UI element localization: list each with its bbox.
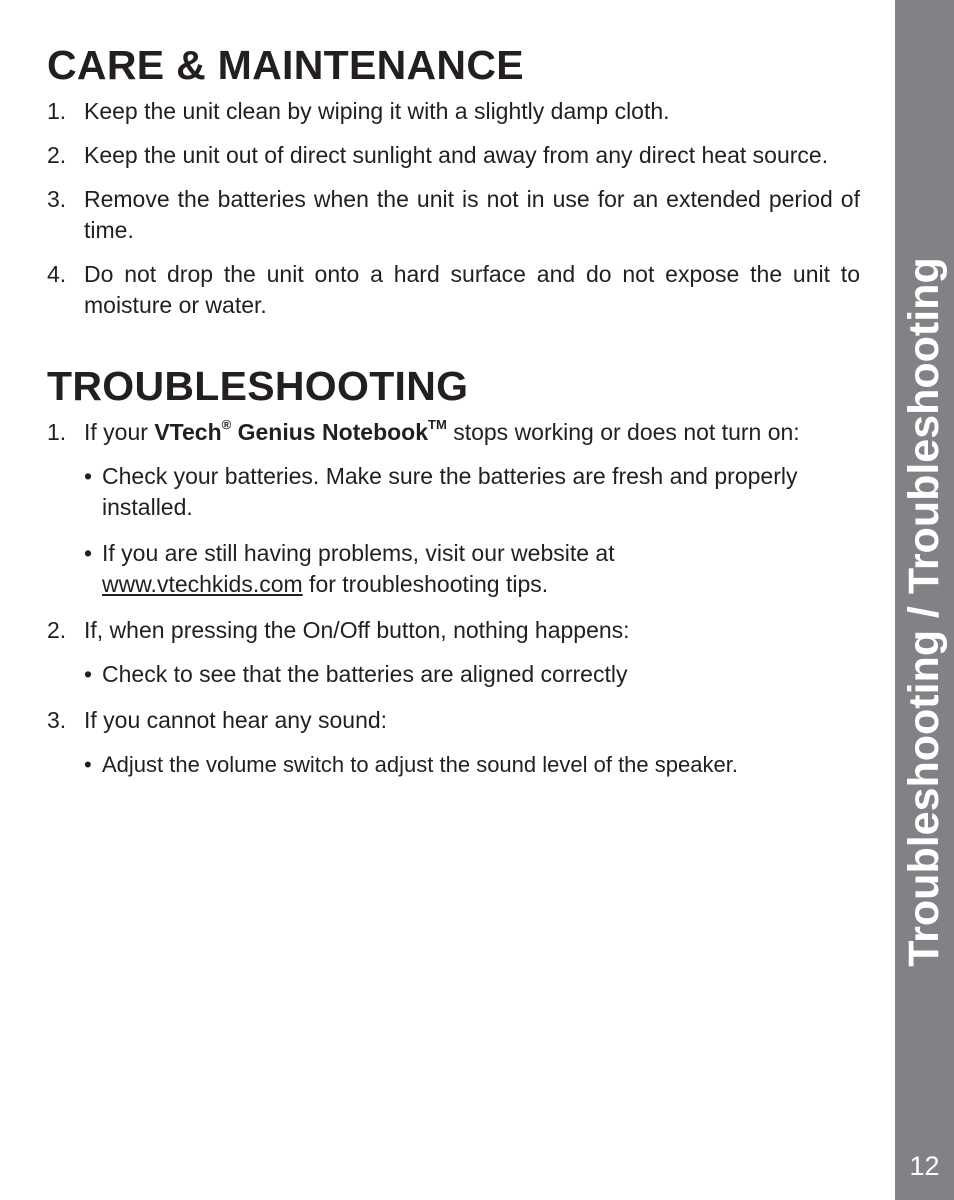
care-item-3 [47,184,860,246]
trademark-mark: TM [428,417,447,433]
bullet-dot: • [84,661,93,687]
trouble-item-1-pre: If your [84,419,155,445]
bullet-dot: • [84,752,92,777]
website-link[interactable]: www.vtechkids.com [102,571,303,597]
trouble-item-1-post: stops working or does not turn on: [446,419,800,445]
bullet-text-pre: If you are still having problems, visit our website at [102,540,615,566]
bullet-text: Adjust the volume switch to adjust the sound level of the speaker. [102,752,738,777]
sidebar-section-title: Troubleshooting / Troubleshooting [900,257,948,967]
trouble-item-3-bullet-1 [84,749,860,780]
care-item-2 [47,140,860,171]
care-item-2-text: Keep the unit out of direct sunlight and away from any direct heat source. [84,142,829,168]
care-item-4-text: Do not drop the unit onto a hard surface and do not expose the unit to moisture or water. [84,261,860,318]
care-maintenance-heading: CARE & MAINTENANCE [47,42,524,88]
care-item-1-number: 1. [47,98,67,124]
trouble-item-2 [47,615,860,646]
bullet-text: Check to see that the batteries are aligned correctly [102,661,628,687]
trouble-item-3-text: If you cannot hear any sound: [84,707,388,733]
care-item-3-number: 3. [47,186,67,212]
care-item-4 [47,259,860,321]
trouble-item-1-bullet-1 [84,461,860,523]
care-item-2-number: 2. [47,142,67,168]
brand-name [154,419,447,445]
care-item-1 [47,96,860,127]
trouble-item-2-bullet-1 [84,659,860,690]
product-name: Genius Notebook [237,419,429,445]
bullet-text: Check your batteries. Make sure the batteries are fresh and properly installed. [102,463,798,520]
registered-mark: ® [221,417,232,433]
bullet-text-post: for troubleshooting tips. [302,571,549,597]
trouble-item-3-number: 3. [47,707,67,733]
trouble-item-1-bullet-2 [84,538,860,600]
bullet-dot: • [84,540,93,566]
care-item-3-text: Remove the batteries when the unit is not in use for an extended period of time. [84,186,860,243]
care-item-1-text: Keep the unit clean by wiping it with a slightly damp cloth. [84,98,670,124]
page-content [47,38,860,795]
trouble-item-3 [47,705,860,736]
section-sidebar [895,0,954,1200]
trouble-item-1-number: 1. [47,419,67,445]
care-item-4-number: 4. [47,261,67,287]
bullet-dot: • [84,463,93,489]
brand-text: VTech [154,419,222,445]
page-number: 12 [909,1151,940,1181]
trouble-item-2-number: 2. [47,617,67,643]
trouble-item-1 [47,417,860,448]
troubleshooting-heading: TROUBLESHOOTING [47,363,469,409]
trouble-item-2-text: If, when pressing the On/Off button, nothing happens: [84,617,630,643]
